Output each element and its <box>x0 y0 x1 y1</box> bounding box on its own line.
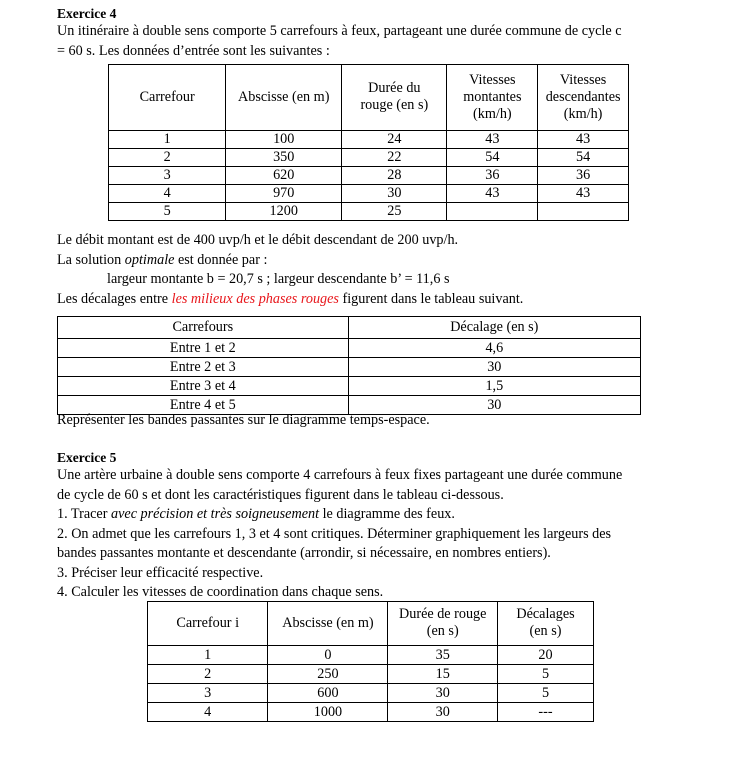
table-row <box>109 185 629 203</box>
table-cell: Entre 3 et 4 <box>58 377 349 396</box>
table-cell: 1200 <box>226 203 342 221</box>
header-line: Carrefour <box>139 88 195 105</box>
table-cell <box>538 203 629 221</box>
table-cell: 43 <box>447 185 538 203</box>
header-line: montantes <box>463 88 522 105</box>
table-2-header-row <box>58 317 641 339</box>
table-row <box>58 358 641 377</box>
solution-optimale-line <box>57 251 722 271</box>
table-cell: 350 <box>226 149 342 167</box>
table-cell: 1 <box>109 131 226 149</box>
table-row <box>109 203 629 221</box>
table-cell: 20 <box>498 646 594 665</box>
table-3-header-cell <box>498 602 594 646</box>
decalages-suffix: figurent dans le tableau suivant. <box>338 290 524 307</box>
header-line: Durée du <box>368 80 421 96</box>
header-line: (en s) <box>529 623 562 639</box>
table-row <box>148 684 594 703</box>
solution-emphasis: optimale <box>124 251 175 268</box>
exercise-5-question-1 <box>57 505 722 525</box>
table-2-body <box>58 339 641 415</box>
table-cell: 5 <box>109 203 226 221</box>
table-cell: 43 <box>538 185 629 203</box>
table-row <box>58 339 641 358</box>
table-cell: 970 <box>226 185 342 203</box>
table-cell: 1000 <box>268 703 388 722</box>
table-3-header-cell <box>268 602 388 646</box>
table-cell: 3 <box>109 167 226 185</box>
q1-emphasis: avec précision et très soigneusement <box>111 506 320 522</box>
table-carrefours-data <box>108 64 629 221</box>
table-cell: 4,6 <box>348 339 640 358</box>
exercise-5-question-2-line-1: 2. On admet que les carrefours 1, 3 et 4 sont critiques. Déterminer graphiquement les largeurs des <box>57 525 612 542</box>
table-2-header-cell: Décalage (en s) <box>348 317 640 339</box>
table-cell: 30 <box>388 703 498 722</box>
header-line: Vitesses <box>469 71 516 88</box>
header-line: (en s) <box>426 623 459 639</box>
table-cell: 54 <box>538 149 629 167</box>
table-3-head <box>148 602 594 646</box>
table-cell: 3 <box>148 684 268 703</box>
table-cell: 36 <box>538 167 629 185</box>
table-cell: 30 <box>348 396 640 415</box>
exercise-5-question-2-line-2: bandes passantes montante et descendante (arrondir, si nécessaire, en nombres entiers). <box>57 545 551 561</box>
table-cell: 250 <box>268 665 388 684</box>
table-2-head <box>58 317 641 339</box>
table-decalages <box>57 316 641 415</box>
table-1-header-cell <box>447 65 538 131</box>
exercise-5-question-3: 3. Préciser leur efficacité respective. <box>57 564 264 581</box>
table-row <box>148 665 594 684</box>
table-cell: 30 <box>348 358 640 377</box>
table-cell: 25 <box>342 203 447 221</box>
table-2-header-cell: Carrefours <box>58 317 349 339</box>
header-line: Abscisse (en m) <box>238 88 330 105</box>
exercise-4-intro-line-2: = 60 s. Les données d’entrée sont les suivantes : <box>57 42 330 59</box>
table-1-header-cell <box>226 65 342 131</box>
table-3-header-cell <box>148 602 268 646</box>
table-1-header-cell <box>538 65 629 131</box>
header-line: Décalages <box>516 606 575 622</box>
table-cell: 24 <box>342 131 447 149</box>
table-cell: Entre 1 et 2 <box>58 339 349 358</box>
table-1-header-row <box>109 65 629 131</box>
table-cell: 15 <box>388 665 498 684</box>
table-cell: 2 <box>109 149 226 167</box>
exercise-5-question-4: 4. Calculer les vitesses de coordination dans chaque sens. <box>57 584 384 600</box>
debit-line: Le débit montant est de 400 uvp/h et le débit descendant de 200 uvp/h. <box>57 232 459 248</box>
table-cell: 28 <box>342 167 447 185</box>
table-row <box>109 131 629 149</box>
table-cell: 1 <box>148 646 268 665</box>
table-1-header-cell <box>342 65 447 131</box>
table-cell: --- <box>498 703 594 722</box>
decalages-line <box>57 290 722 310</box>
table-cell: 35 <box>388 646 498 665</box>
header-line: (km/h) <box>563 105 603 122</box>
solution-suffix: est donnée par : <box>174 251 268 268</box>
table-row <box>109 149 629 167</box>
exercise-5-intro-line-2: de cycle de 60 s et dont les caractéristiques figurent dans le tableau ci-dessous. <box>57 486 504 503</box>
header-line: Abscisse (en m) <box>282 614 374 631</box>
table-cell: 600 <box>268 684 388 703</box>
exercise-4-section <box>57 5 722 61</box>
table-cell: 30 <box>388 684 498 703</box>
table-cell: 100 <box>226 131 342 149</box>
table-cell: Entre 2 et 3 <box>58 358 349 377</box>
exercise-4-intro-line-1: Un itinéraire à double sens comporte 5 carrefours à feux, partageant une durée commune de cycle c <box>57 23 622 39</box>
header-line: rouge (en s) <box>360 97 429 113</box>
exercise-5-intro-line-1: Une artère urbaine à double sens comporte 4 carrefours à feux fixes partageant une durée commune <box>57 467 623 483</box>
header-line: Vitesses <box>559 71 607 88</box>
exercise-5-title: Exercice 5 <box>57 450 117 465</box>
table-cell: 0 <box>268 646 388 665</box>
table-cell: Entre 4 et 5 <box>58 396 349 415</box>
header-line: Carrefour i <box>176 614 240 631</box>
largeur-line: largeur montante b = 20,7 s ; largeur descendante b’ = 11,6 s <box>107 271 450 287</box>
decalages-emphasis: les milieux des phases rouges <box>171 290 339 307</box>
table-cell: 22 <box>342 149 447 167</box>
table-cell: 4 <box>109 185 226 203</box>
table-cell: 30 <box>342 185 447 203</box>
table-cell: 4 <box>148 703 268 722</box>
table-cell: 1,5 <box>348 377 640 396</box>
q1-prefix: 1. Tracer <box>57 506 111 522</box>
table-row <box>58 377 641 396</box>
header-line: descendantes <box>545 88 621 105</box>
table-cell: 43 <box>538 131 629 149</box>
table-cell: 54 <box>447 149 538 167</box>
exercise-4-closing <box>57 411 722 431</box>
table-row <box>109 167 629 185</box>
table-3-header-row <box>148 602 594 646</box>
table-cell: 2 <box>148 665 268 684</box>
header-line: Durée de rouge <box>399 606 487 622</box>
table-1-header-cell <box>109 65 226 131</box>
solution-prefix: La solution <box>57 251 125 268</box>
table-cell: 5 <box>498 665 594 684</box>
exercise-5-section <box>57 449 722 603</box>
table-cell: 43 <box>447 131 538 149</box>
representer-line: Représenter les bandes passantes sur le diagramme temps-espace. <box>57 412 430 428</box>
table-row <box>148 646 594 665</box>
table-row <box>148 703 594 722</box>
table-1-head <box>109 65 629 131</box>
decalages-prefix: Les décalages entre <box>57 290 172 307</box>
header-line: (km/h) <box>473 105 512 122</box>
table-3-body <box>148 646 594 722</box>
exercise-4-notes <box>57 231 722 309</box>
exercise-4-title: Exercice 4 <box>57 6 117 21</box>
table-cell: 620 <box>226 167 342 185</box>
table-cell: 36 <box>447 167 538 185</box>
table-1-body <box>109 131 629 221</box>
q1-suffix: le diagramme des feux. <box>319 506 455 522</box>
table-carrefours-exercise-5 <box>147 601 594 722</box>
table-cell <box>447 203 538 221</box>
table-cell: 5 <box>498 684 594 703</box>
table-3-header-cell <box>388 602 498 646</box>
